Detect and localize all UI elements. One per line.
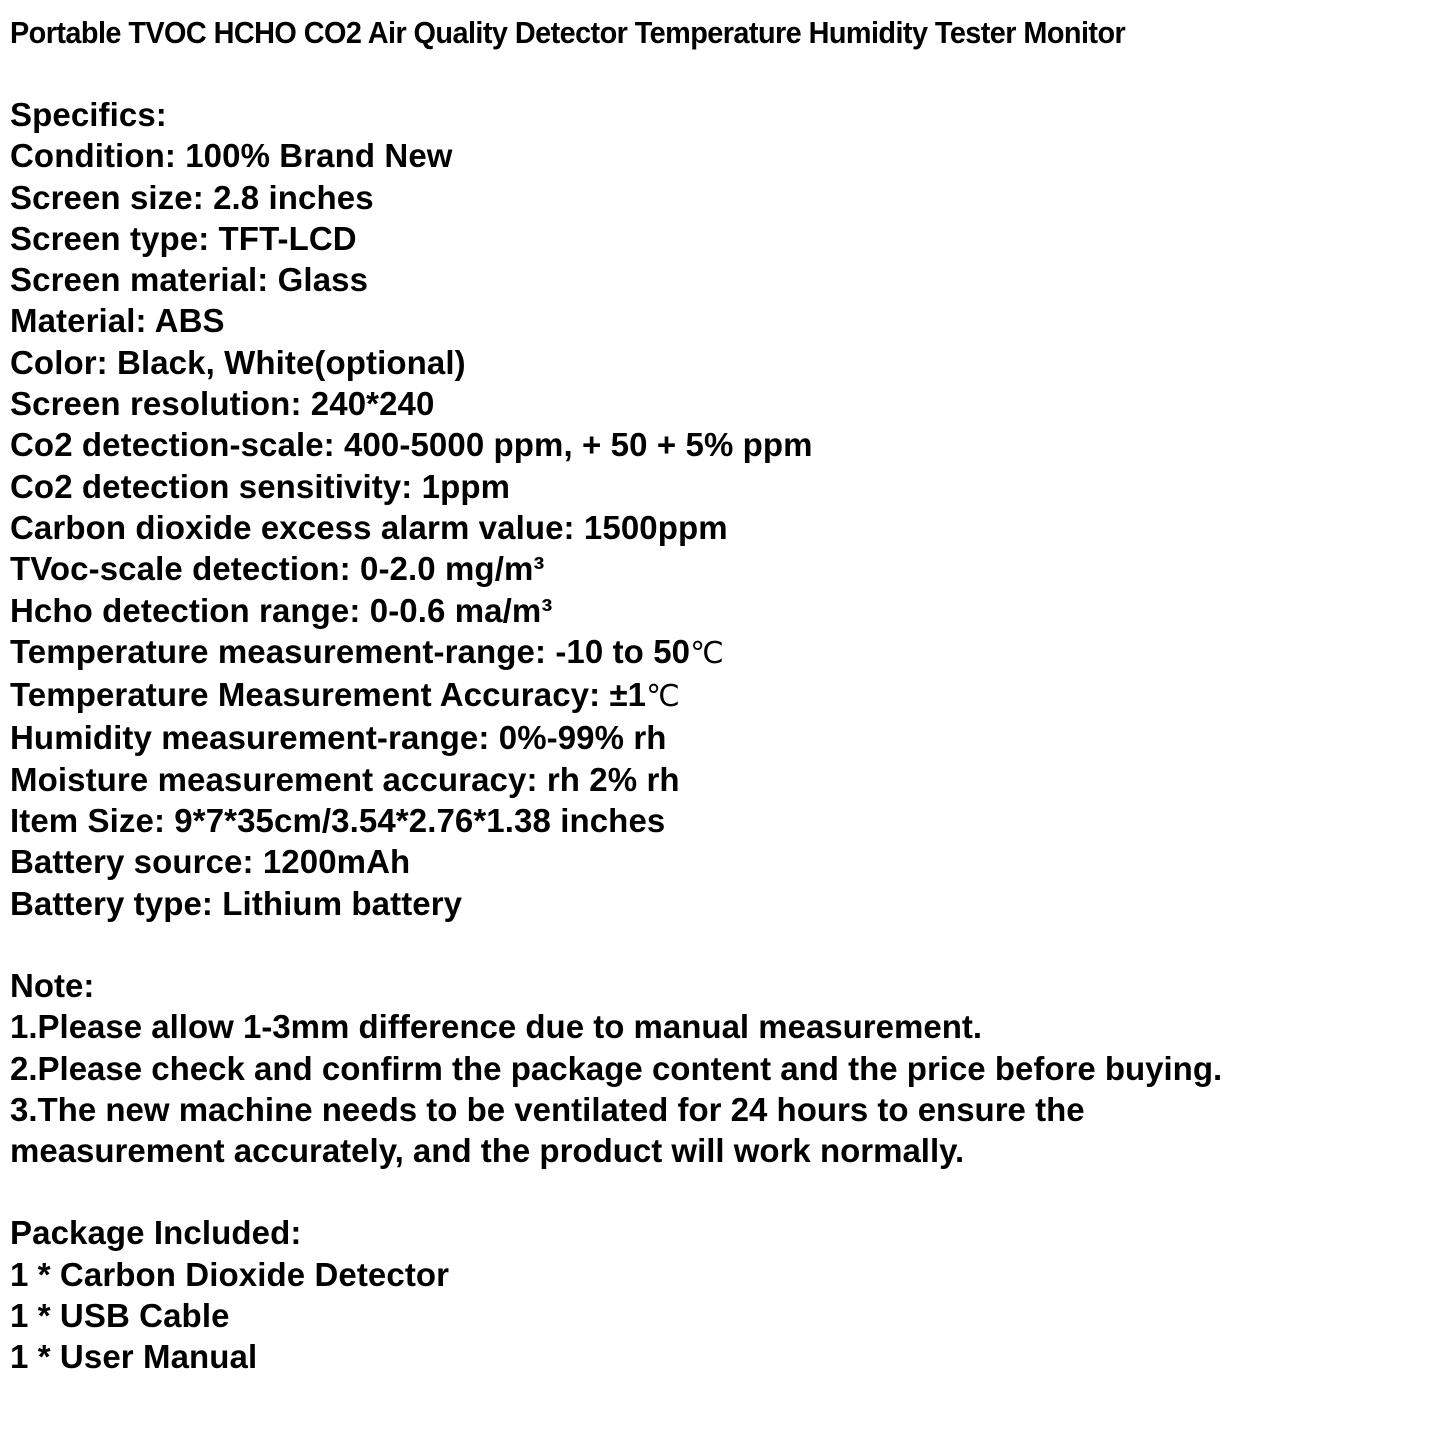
spec-humidity-range: Humidity measurement-range: 0%-99% rh bbox=[10, 719, 667, 757]
spec-screen-resolution: Screen resolution: 240*240 bbox=[10, 385, 435, 423]
product-title: Portable TVOC HCHO CO2 Air Quality Detector Temperature Humidity Tester Monitor bbox=[10, 15, 1126, 50]
spec-co2-scale: Co2 detection-scale: 400-5000 ppm, + 50 + 5% ppm bbox=[10, 426, 813, 464]
note-section bbox=[10, 965, 1445, 1171]
package-section bbox=[10, 1212, 1445, 1377]
spec-co2-sensitivity: Co2 detection sensitivity: 1ppm bbox=[10, 467, 511, 505]
package-item-usb-cable: 1 * USB Cable bbox=[10, 1297, 230, 1335]
celsius-symbol: ℃ bbox=[690, 635, 724, 671]
spec-battery-type: Battery type: Lithium battery bbox=[10, 884, 463, 922]
package-item-detector: 1 * Carbon Dioxide Detector bbox=[10, 1255, 450, 1293]
spec-hcho-range: Hcho detection range: 0-0.6 ma/m³ bbox=[10, 591, 553, 629]
celsius-symbol: ℃ bbox=[646, 679, 680, 715]
note-item-2: 2.Please check and confirm the package content and the price before buying. bbox=[10, 1049, 1223, 1087]
spec-item-size: Item Size: 9*7*35cm/3.54*2.76*1.38 inches bbox=[10, 802, 666, 840]
spec-tvoc-scale: TVoc-scale detection: 0-2.0 mg/m³ bbox=[10, 550, 545, 588]
note-heading: Note: bbox=[10, 966, 95, 1004]
specifics-heading: Specifics: bbox=[10, 96, 167, 133]
spec-temperature-range-text: Temperature measurement-range: -10 to 50 bbox=[10, 632, 691, 670]
spec-condition: Condition: 100% Brand New bbox=[10, 137, 453, 175]
spec-screen-material: Screen material: Glass bbox=[10, 261, 369, 299]
package-item-user-manual: 1 * User Manual bbox=[10, 1338, 258, 1376]
specifics-section bbox=[10, 94, 1445, 924]
spec-temperature-range bbox=[10, 631, 1445, 674]
package-heading: Package Included: bbox=[10, 1214, 302, 1252]
spec-temperature-accuracy bbox=[10, 674, 1445, 717]
note-item-3-continued: measurement accurately, and the product will work normally. bbox=[10, 1132, 965, 1170]
spec-screen-size: Screen size: 2.8 inches bbox=[10, 178, 374, 216]
spec-temperature-accuracy-text: Temperature Measurement Accuracy: ±1 bbox=[10, 676, 647, 714]
spec-color: Color: Black, White(optional) bbox=[10, 343, 466, 381]
spec-co2-alarm: Carbon dioxide excess alarm value: 1500ppm bbox=[10, 508, 728, 546]
note-item-1: 1.Please allow 1-3mm difference due to manual measurement. bbox=[10, 1008, 983, 1046]
spec-screen-type: Screen type: TFT-LCD bbox=[10, 219, 357, 257]
spec-battery-source: Battery source: 1200mAh bbox=[10, 843, 411, 881]
spec-material: Material: ABS bbox=[10, 302, 225, 340]
product-description bbox=[10, 12, 1445, 1378]
note-item-3: 3.The new machine needs to be ventilated for 24 hours to ensure the bbox=[10, 1090, 1085, 1128]
spec-moisture-accuracy: Moisture measurement accuracy: rh 2% rh bbox=[10, 760, 680, 798]
